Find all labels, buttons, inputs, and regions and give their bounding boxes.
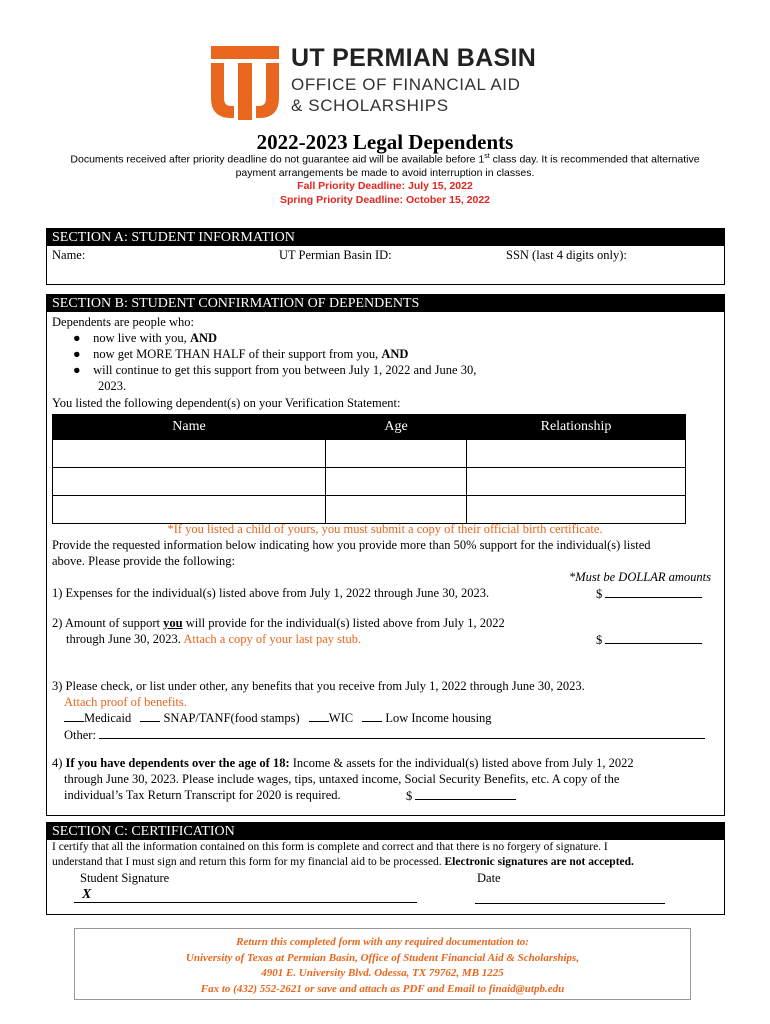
col-header-relationship: Relationship xyxy=(467,415,686,440)
dollar-amounts-note: *Must be DOLLAR amounts xyxy=(569,570,712,584)
section-a-heading: SECTION A: STUDENT INFORMATION xyxy=(47,229,724,246)
notice-line2: payment arrangements be made to avoid interruption in classes. xyxy=(235,167,535,179)
certification-line2: understand that I must sign and return this form for my financial aid to be processed. Electronic signatures are not accepted. xyxy=(52,856,634,868)
col-header-age: Age xyxy=(326,415,467,440)
question-3: 3) Please check, or list under other, any benefits that you receive from July 1, 2022 through June 30, 2023. xyxy=(52,679,585,693)
medicaid-check[interactable] xyxy=(64,721,84,722)
dependent-name-cell[interactable] xyxy=(53,440,326,468)
utpb-id-label: UT Permian Basin ID: xyxy=(279,248,392,262)
bullet-continue-support-line2: 2023. xyxy=(98,379,127,393)
birth-certificate-note: *If you listed a child of yours, you must submit a copy of their official birth certificate. xyxy=(167,522,603,536)
brand-name: UT PERMIAN BASIN xyxy=(291,44,537,72)
ssn-label: SSN (last 4 digits only): xyxy=(506,248,627,262)
q2-amount-field[interactable]: $ xyxy=(596,632,702,648)
dependents-table xyxy=(52,414,686,524)
section-b-heading: SECTION B: STUDENT CONFIRMATION OF DEPENDENTS xyxy=(47,295,724,312)
student-signature-field[interactable]: X xyxy=(74,887,417,903)
question-4-line2: through June 30, 2023. Please include wages, tips, untaxed income, Social Security Benefits, etc. A copy of the xyxy=(64,772,620,786)
return-instructions-line1: Return this completed form with any required documentation to: xyxy=(236,936,529,948)
document-title: 2022-2023 Legal Dependents xyxy=(256,130,514,154)
return-instructions-line4: Fax to (432) 552-2621 or save and attach as PDF and Email to finaid@utpb.edu xyxy=(200,982,565,995)
notice-line1: Documents received after priority deadline do not guarantee aid will be available before 1st class day. It is recommended that alternative xyxy=(70,153,700,166)
spring-deadline: Spring Priority Deadline: October 15, 2022 xyxy=(279,194,491,206)
col-header-name: Name xyxy=(53,415,326,440)
bullet-more-than-half: ● now get MORE THAN HALF of their support from you, AND xyxy=(73,347,409,361)
bullet-continue-support: ● will continue to get this support from you between July 1, 2022 and June 30, xyxy=(73,363,477,377)
dependent-relationship-cell[interactable] xyxy=(467,496,686,524)
wic-check[interactable] xyxy=(309,721,329,722)
question-2-line2: through June 30, 2023. Attach a copy of your last pay stub. xyxy=(66,632,362,646)
q1-amount-field[interactable]: $ xyxy=(596,586,702,602)
dependent-name-cell[interactable] xyxy=(53,468,326,496)
return-instructions-box xyxy=(74,928,691,1000)
return-instructions-line3: 4901 E. University Blvd. Odessa, TX 79762, MB 1225 xyxy=(261,967,504,979)
dependent-relationship-cell[interactable] xyxy=(467,468,686,496)
return-instructions-line2: University of Texas at Permian Basin, Office of Student Financial Aid & Scholarships, xyxy=(185,951,580,964)
date-label: Date xyxy=(477,871,501,885)
dependent-relationship-cell[interactable] xyxy=(467,440,686,468)
housing-check[interactable] xyxy=(362,721,382,722)
fall-deadline: Fall Priority Deadline: July 15, 2022 xyxy=(297,180,473,192)
dependent-age-cell[interactable] xyxy=(326,496,467,524)
q4-amount-field[interactable]: $ xyxy=(406,788,516,804)
table-row xyxy=(53,496,686,524)
utpb-logo-mark xyxy=(211,46,279,120)
table-row xyxy=(53,468,686,496)
benefits-other: Other: xyxy=(64,727,705,743)
date-field[interactable] xyxy=(475,887,665,904)
dependent-age-cell[interactable] xyxy=(326,468,467,496)
benefits-attach-note: Attach proof of benefits. xyxy=(64,695,187,709)
benefits-options: Medicaid SNAP/TANF(food stamps) WIC Low Income housing xyxy=(64,711,492,726)
dependent-name-cell[interactable] xyxy=(53,496,326,524)
section-c-heading: SECTION C: CERTIFICATION xyxy=(47,823,724,840)
certification-line1: I certify that all the information contained on this form is complete and correct and that there is no forgery of signature. I xyxy=(52,841,608,853)
provide-info-line2: above. Please provide the following: xyxy=(52,554,235,568)
office-name-line2: & SCHOLARSHIPS xyxy=(291,96,449,115)
dependent-age-cell[interactable] xyxy=(326,440,467,468)
provide-info-line1: Provide the requested information below indicating how you provide more than 50% support for the individual(s) listed xyxy=(52,538,651,552)
question-4-line3: individual’s Tax Return Transcript for 2020 is required. xyxy=(64,788,341,802)
benefits-other-field[interactable] xyxy=(99,727,705,739)
name-label: Name: xyxy=(52,248,86,262)
listed-dependents-intro: You listed the following dependent(s) on your Verification Statement: xyxy=(52,396,401,410)
question-1: 1) Expenses for the individual(s) listed above from July 1, 2022 through June 30, 2023. xyxy=(52,586,490,600)
table-row xyxy=(53,440,686,468)
bullet-live-with-you: ● now live with you, AND xyxy=(73,331,218,345)
question-2: 2) Amount of support you will provide for the individual(s) listed above from July 1, 2022 xyxy=(52,616,505,630)
student-signature-label: Student Signature xyxy=(80,871,170,885)
question-4: 4) If you have dependents over the age of 18: Income & assets for the individual(s) listed above from July 1, 2022 xyxy=(52,756,634,770)
dependents-intro: Dependents are people who: xyxy=(52,315,194,329)
snap-check[interactable] xyxy=(140,721,160,722)
office-name-line1: OFFICE OF FINANCIAL AID xyxy=(291,75,521,94)
